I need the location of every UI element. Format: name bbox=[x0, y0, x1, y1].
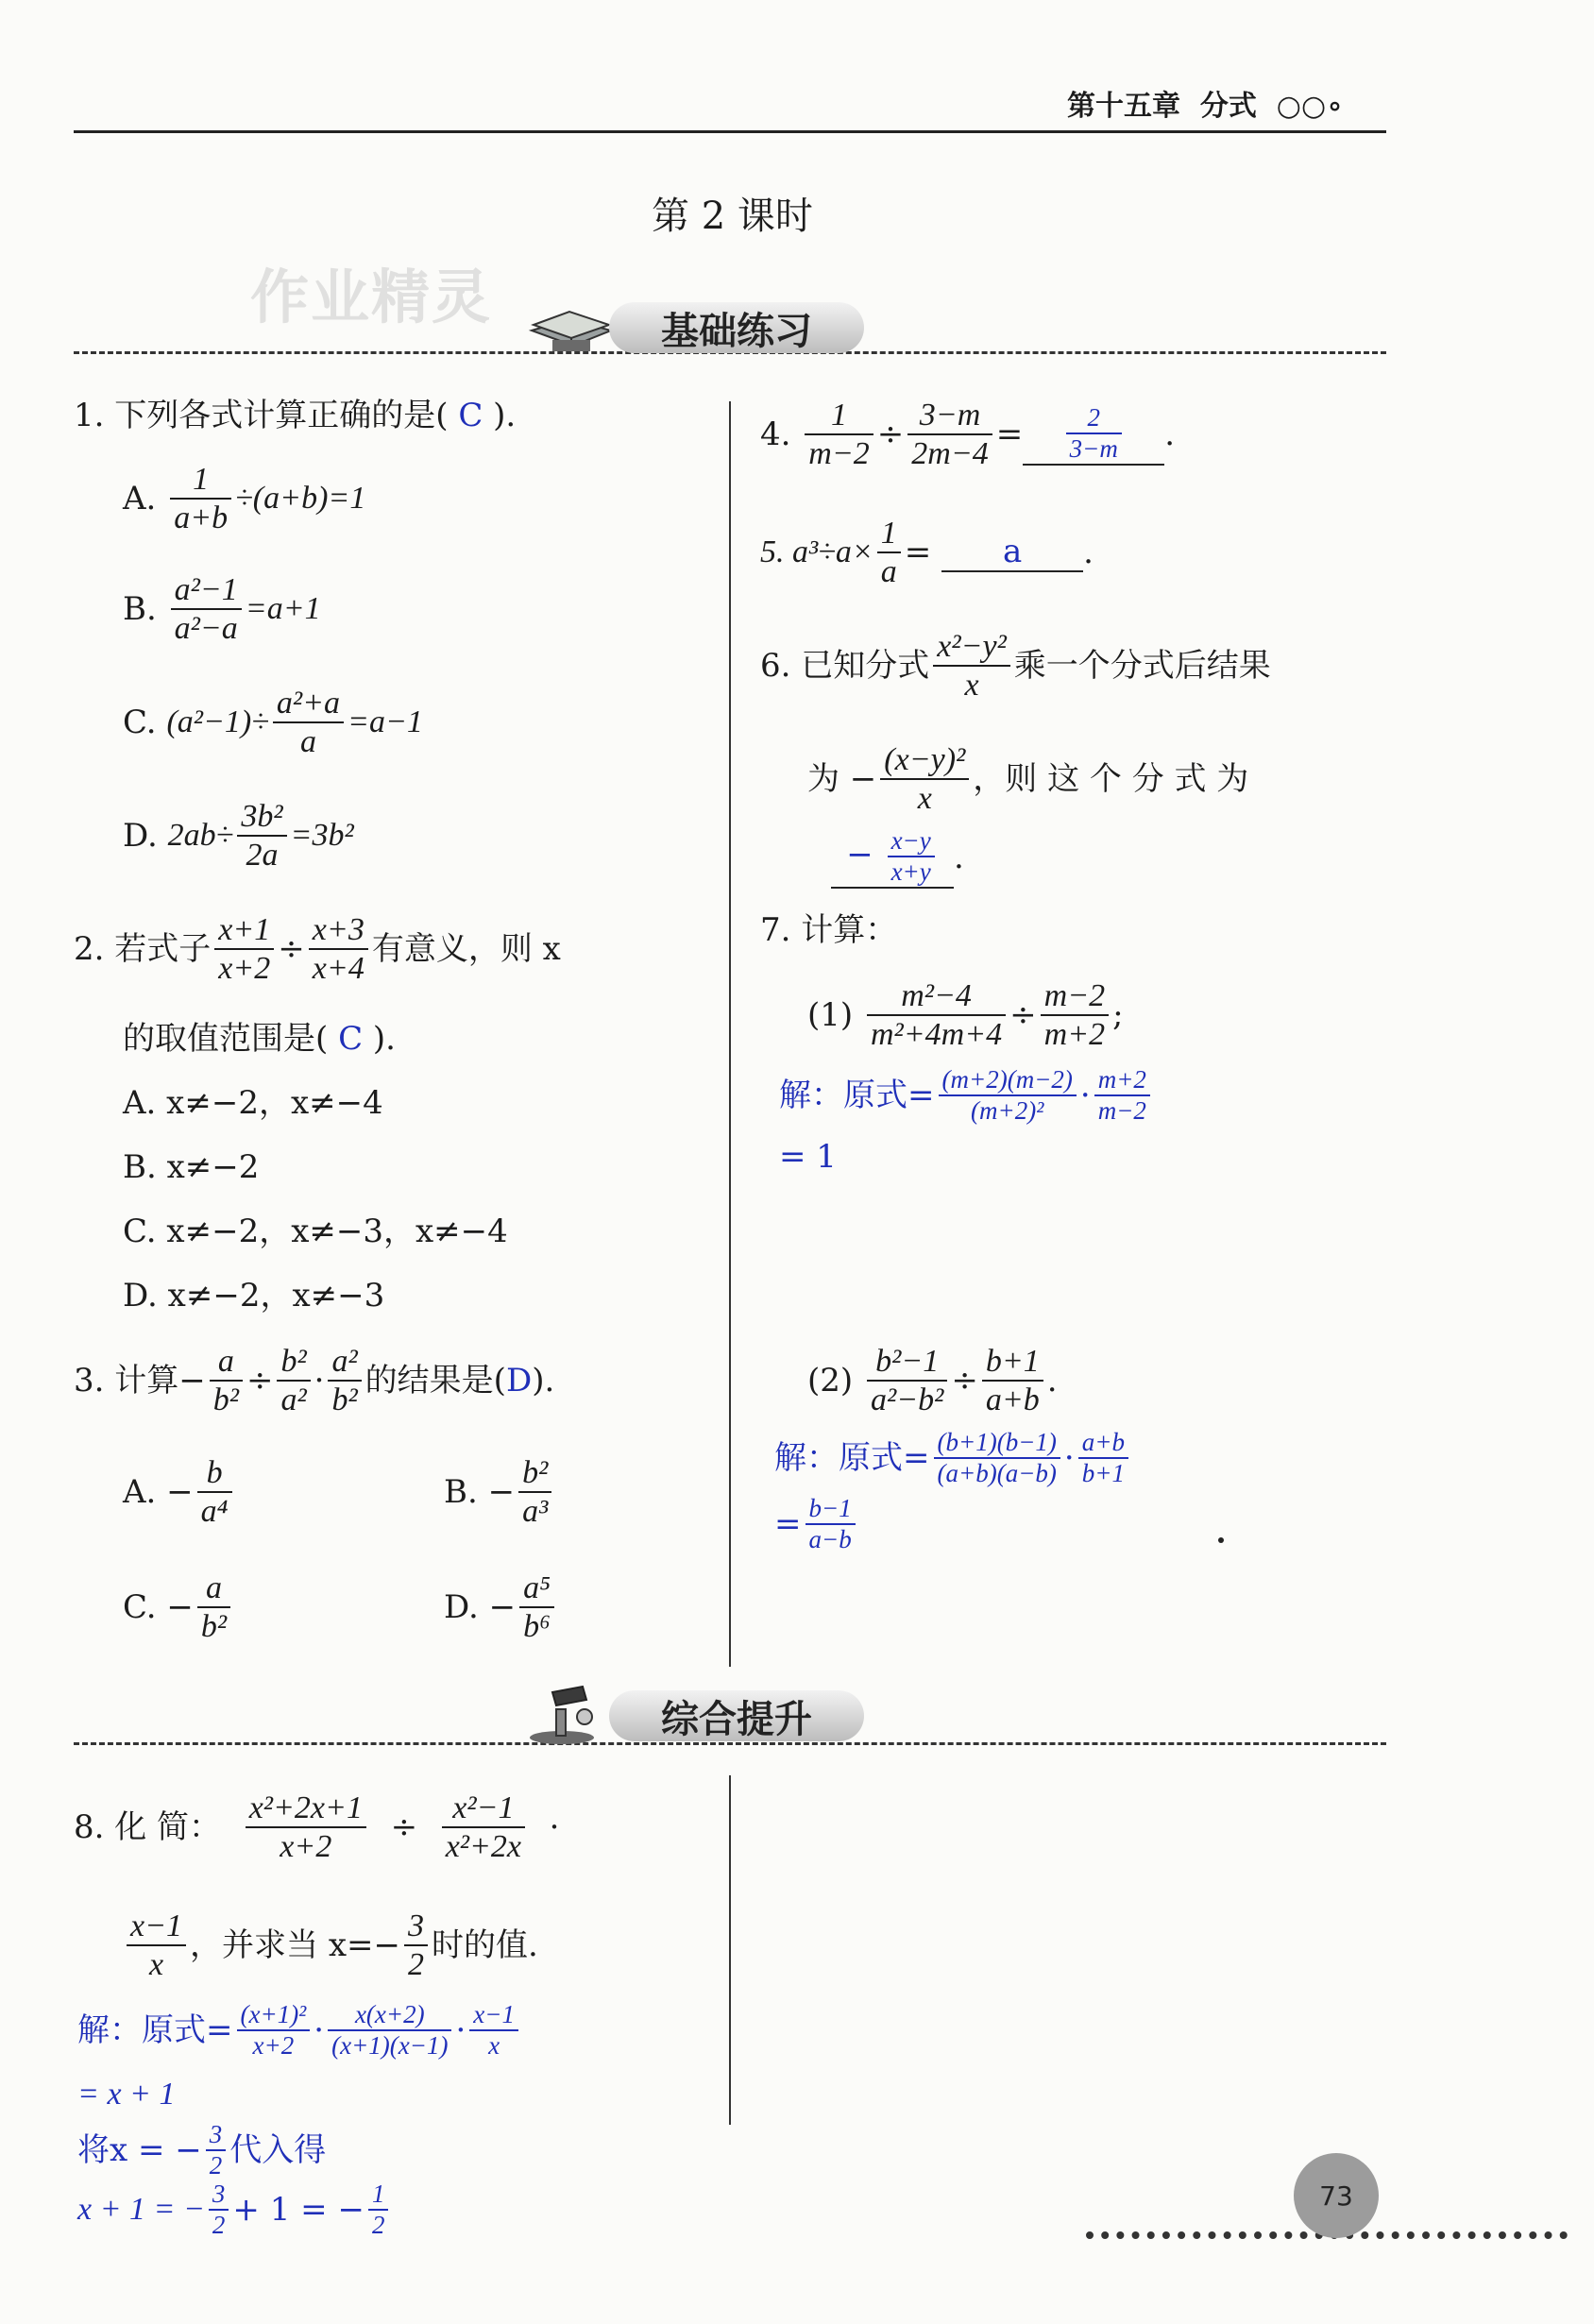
fraction: $\frac{1}{a+b}$ bbox=[170, 461, 231, 536]
section2-banner bbox=[609, 1690, 864, 1741]
q6-line1: 6. 已知分式 $\frac{\text{x²−y²}}{x}$ 乘一个分式后结果 bbox=[760, 629, 1271, 704]
fraction: $\frac{\text{b²−1}}{\text{a²−b²}}$ bbox=[867, 1343, 947, 1418]
fraction: $\frac{\text{b²}}{\text{a³}}$ bbox=[518, 1454, 551, 1530]
fraction: $\frac{x-y}{x+y}$ bbox=[888, 826, 935, 887]
q2-answer: C bbox=[338, 1020, 364, 1058]
fraction: $\frac{x+1}{x+2}$ bbox=[214, 911, 274, 987]
fraction: $\frac{\text{(x−y)²}}{x}$ bbox=[880, 741, 969, 817]
q8-line2: $\frac{x-1}{x}$ ，并求当 x=− $\frac{3}{2}$ 时的值. bbox=[123, 1908, 538, 1983]
q6-answer: − $\frac{x-y}{x+y}$ . bbox=[831, 826, 964, 889]
fraction: $\frac{\text{a²}}{\text{b²}}$ bbox=[328, 1343, 361, 1418]
q7-part1-result: = 1 bbox=[779, 1138, 837, 1176]
book-icon bbox=[524, 293, 619, 359]
q8-solution-line4: x + 1 = − $\frac{3}{2}$ + 1 = − $\frac{1}{2}$ bbox=[77, 2180, 392, 2240]
fraction: $\frac{b}{\text{a⁴}}$ bbox=[197, 1454, 232, 1530]
q2-option-a: A. x≠−2，x≠−4 bbox=[123, 1084, 383, 1122]
fraction: $\frac{b+1}{a+b}$ bbox=[982, 1343, 1043, 1418]
header-dots: ○○∘ bbox=[1276, 90, 1344, 123]
q7-part2-solution: 解：原式= $\frac{(b+1)(b-1)}{(a+b)(a-b)}$ · $\frac{a+b}{b+1}$ bbox=[774, 1428, 1132, 1488]
fraction: $\frac{\text{x²+2x+1}}{x+2}$ bbox=[246, 1790, 366, 1865]
fraction: $\frac{\text{a²+a}}{a}$ bbox=[273, 685, 344, 760]
header-rule bbox=[74, 130, 1386, 133]
fraction: $\frac{b-1}{a-b}$ bbox=[805, 1494, 856, 1554]
q3-option-c: C. − $\frac{a}{\text{b²}}$ bbox=[123, 1569, 234, 1645]
column-divider bbox=[729, 401, 731, 1667]
fraction: $\frac{\text{b²}}{\text{a²}}$ bbox=[277, 1343, 310, 1418]
fraction: $\frac{a}{\text{b²}}$ bbox=[197, 1569, 230, 1645]
q7-part2: (2) $\frac{\text{b²−1}}{\text{a²−b²}}$ ÷ $\frac{b+1}{a+b}$ . bbox=[807, 1344, 1058, 1418]
fraction: $\frac{3}{2}$ bbox=[404, 1908, 428, 1983]
fraction: $\frac{1}{a}$ bbox=[877, 515, 901, 590]
section2-title: 综合提升 bbox=[661, 1697, 812, 1741]
lesson-title: 第 2 课时 bbox=[652, 195, 813, 238]
column-divider-lower bbox=[729, 1775, 731, 2125]
fraction: $\frac{\text{m²−4}}{\text{m²+4m+4}}$ bbox=[867, 977, 1006, 1053]
chapter-label: 第十五章 bbox=[1067, 90, 1180, 123]
fraction: $\frac{\text{(x+1)²}}{x+2}$ bbox=[237, 2000, 311, 2061]
q1-option-c: C. (a²−1)÷ $\frac{\text{a²+a}}{a}$ =a−1 bbox=[123, 686, 423, 760]
q7-part1: (1) $\frac{\text{m²−4}}{\text{m²+4m+4}}$ ÷ $\frac{m-2}{m+2}$ ; bbox=[807, 978, 1124, 1053]
q8-solution-line2: = x + 1 bbox=[77, 2077, 176, 2112]
q8-solution: 解：原式= $\frac{\text{(x+1)²}}{x+2}$ · $\frac{x(x+2)}{(x+1)(x-1)}$ · $\frac{x-1}{x}$ bbox=[77, 2000, 522, 2061]
q2-line2: 的取值范围是( C ). bbox=[123, 1020, 396, 1058]
q3-option-b: B. − $\frac{\text{b²}}{\text{a³}}$ bbox=[444, 1454, 555, 1530]
section1-banner bbox=[609, 302, 864, 353]
q8-line1: 8. 化 简： $\frac{\text{x²+2x+1}}{x+2}$ ÷ $\frac{\text{x²−1}}{\text{x²+2x}}$ · bbox=[74, 1790, 560, 1865]
fraction: $\frac{\text{x²−1}}{\text{x²+2x}}$ bbox=[442, 1790, 525, 1865]
q5: 5. a³÷a× $\frac{1}{a}$ = a . bbox=[760, 516, 1094, 590]
q7-title: 7. 计算： bbox=[760, 911, 898, 949]
fraction: $\frac{a}{\text{b²}}$ bbox=[210, 1343, 243, 1418]
fraction: $\frac{3}{2}$ bbox=[206, 2120, 227, 2180]
fraction: $\frac{x-1}{x}$ bbox=[127, 1908, 186, 1983]
q5-answer: a bbox=[941, 533, 1083, 573]
q4-answer: $\frac{2}{3-m}$ bbox=[1066, 403, 1122, 464]
q2-option-c: C. x≠−2，x≠−3，x≠−4 bbox=[123, 1213, 508, 1250]
q1-option-a: A. $\frac{1}{a+b}$ ÷(a+b)=1 bbox=[123, 462, 366, 536]
fraction: $\frac{\text{x²−y²}}{x}$ bbox=[933, 628, 1010, 704]
fraction: $\frac{\text{3b²}}{2a}$ bbox=[237, 798, 286, 874]
q7-part1-solution: 解：原式= $\frac{(m+2)(m-2)}{\text{(m+2)²}}$ · $\frac{m+2}{m-2}$ bbox=[779, 1065, 1154, 1126]
watermark: 作业精灵 bbox=[250, 263, 493, 331]
fraction: $\frac{1}{m-2}$ bbox=[805, 397, 873, 472]
fraction: $\frac{m-2}{m+2}$ bbox=[1041, 977, 1110, 1053]
q3-answer: D bbox=[505, 1361, 533, 1399]
q2-option-d: D. x≠−2，x≠−3 bbox=[123, 1277, 385, 1315]
fraction: $\frac{1}{2}$ bbox=[368, 2180, 389, 2240]
q8-solution-line3: 将x = − $\frac{3}{2}$ 代入得 bbox=[77, 2120, 327, 2180]
running-header bbox=[1067, 90, 1344, 124]
q1-answer: C bbox=[458, 397, 483, 434]
fraction: $\frac{\text{a²−1}}{\text{a²−a}}$ bbox=[171, 571, 242, 647]
q7-part2-result: = $\frac{b-1}{a-b}$ bbox=[774, 1494, 859, 1554]
fraction: $\frac{x(x+2)}{(x+1)(x-1)}$ bbox=[328, 2000, 451, 2061]
page-number: 73 bbox=[1319, 2180, 1353, 2212]
fraction: $\frac{3}{2}$ bbox=[209, 2180, 229, 2240]
q2-option-b: B. x≠−2 bbox=[123, 1148, 260, 1186]
stray-dot bbox=[1218, 1537, 1224, 1543]
q1-option-b: B. $\frac{\text{a²−1}}{\text{a²−a}}$ =a+1 bbox=[123, 572, 321, 647]
fraction: $\frac{\text{a⁵}}{\text{b⁶}}$ bbox=[519, 1569, 554, 1645]
q2-stem: 2. 若式子 $\frac{x+1}{x+2}$ ÷ $\frac{x+3}{x+4}$ 有意义，则 x bbox=[74, 912, 561, 987]
fraction: $\frac{3-m}{2m-4}$ bbox=[907, 397, 992, 472]
fraction: $\frac{a+b}{b+1}$ bbox=[1078, 1428, 1128, 1488]
microscope-icon bbox=[524, 1681, 619, 1747]
fraction: $\frac{(b+1)(b-1)}{(a+b)(a-b)}$ bbox=[934, 1428, 1060, 1488]
fraction: $\frac{(m+2)(m-2)}{\text{(m+2)²}}$ bbox=[939, 1065, 1077, 1126]
fraction: $\frac{x-1}{x}$ bbox=[469, 2000, 518, 2061]
fraction: $\frac{m+2}{m-2}$ bbox=[1094, 1065, 1150, 1126]
q3-option-a: A. − $\frac{b}{\text{a⁴}}$ bbox=[123, 1454, 236, 1530]
fraction: $\frac{x+3}{x+4}$ bbox=[309, 911, 368, 987]
page-number-badge bbox=[1294, 2153, 1379, 2238]
section1-title: 基础练习 bbox=[661, 309, 812, 353]
q1-stem: 1. 下列各式计算正确的是( C ). bbox=[74, 397, 517, 434]
q1-option-d: D. 2ab÷ $\frac{\text{3b²}}{2a}$ =3b² bbox=[123, 799, 354, 874]
q4-answer-blank bbox=[1023, 403, 1164, 466]
q6-line2: 为 − $\frac{\text{(x−y)²}}{x}$ ，则 这 个 分 式 为 bbox=[807, 742, 1249, 817]
q3-stem: 3. 计算− $\frac{a}{\text{b²}}$ ÷ $\frac{\text{b²}}{\text{a²}}$ · $\frac{\text{a²}}{\text{b²}}$ 的结果是( D ). bbox=[74, 1344, 555, 1418]
q4: 4. $\frac{1}{m-2}$ ÷ $\frac{3-m}{2m-4}$ = $\frac{2}{3-m}$ . bbox=[760, 398, 1176, 472]
chapter-title: 分式 bbox=[1199, 90, 1257, 123]
q3-option-d: D. − $\frac{\text{a⁵}}{\text{b⁶}}$ bbox=[444, 1569, 558, 1645]
